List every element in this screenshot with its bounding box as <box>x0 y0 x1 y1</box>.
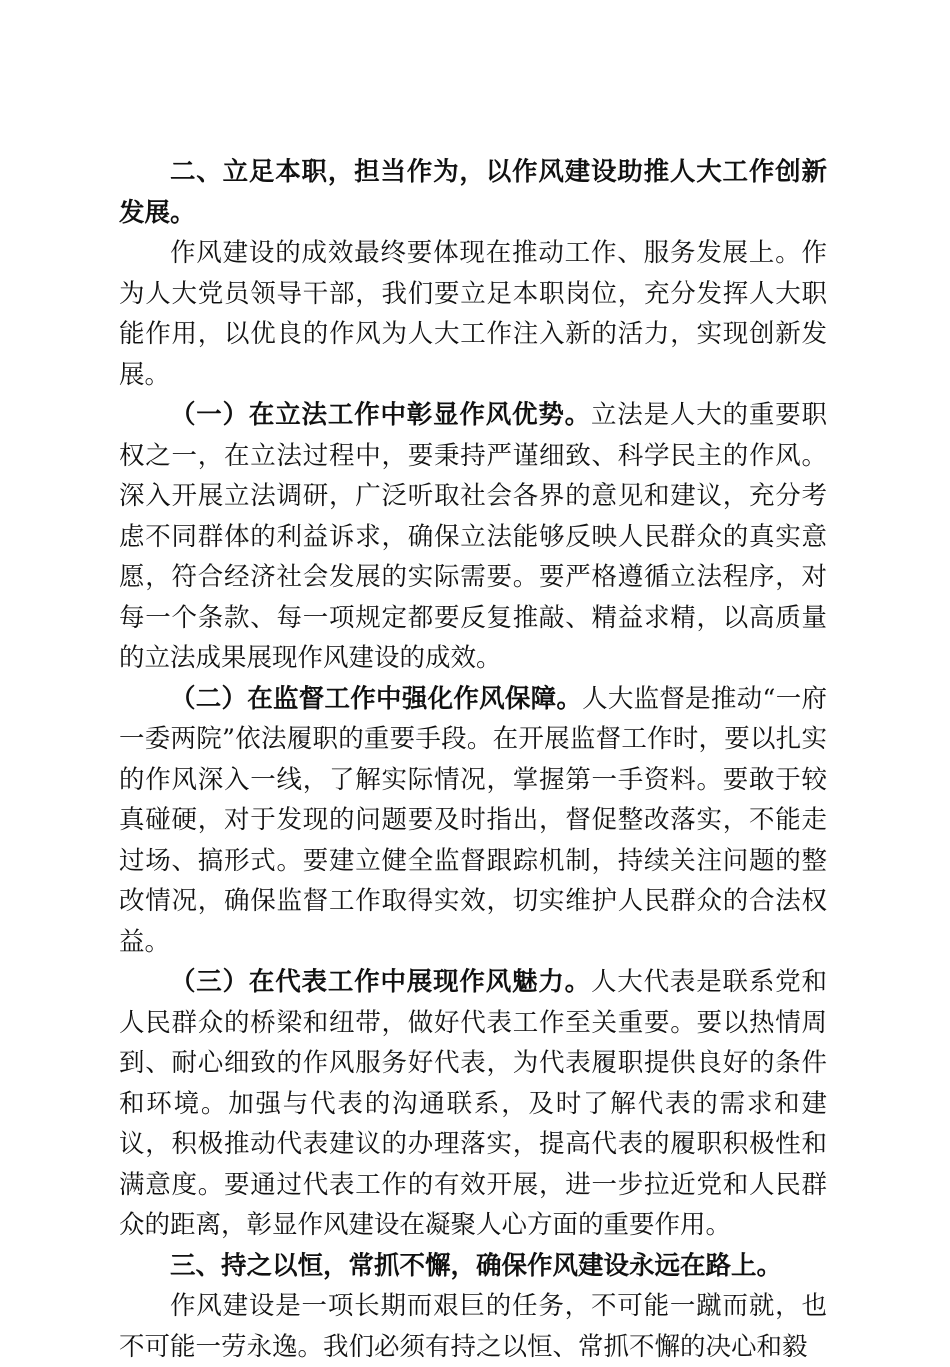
subsection-2-title: （二）在监督工作中强化作风保障。 <box>170 683 583 714</box>
subsection-1-paragraph <box>119 395 827 679</box>
subsection-3-title: （三）在代表工作中展现作风魅力。 <box>170 967 591 997</box>
subsection-1-title: （一）在立法工作中彰显作风优势。 <box>170 400 591 430</box>
subsection-1-body: 立法是人大的重要职权之一，在立法过程中，要秉持严谨细致、科学民主的作风。深入开展立法调研，广泛听取社会各界的意见和建议，充分考虑不同群体的利益诉求，确保立法能够反映人民群众的真实意愿，符合经济社会发展的实际需要。要严格遵循立法程序，对每一个条款、每一项规定都要反复推敲、精益求精，以高质量的立法成果展现作风建设的成效。 <box>119 400 827 673</box>
subsection-2-body: 人大监督是推动“一府一委两院”依法履职的重要手段。在开展监督工作时，要以扎实的作风深入一线，了解实际情况，掌握第一手资料。要敢于较真碰硬，对于发现的问题要及时指出，督促整改落实，不能走过场、搞形式。要建立健全监督跟踪机制，持续关注问题的整改情况，确保监督工作取得实效，切实维护人民群众的合法权益。 <box>119 683 827 957</box>
subsection-3-paragraph <box>119 962 827 1246</box>
section-3-heading: 三、持之以恒，常抓不懈，确保作风建设永远在路上。 <box>170 1250 783 1281</box>
section-3-intro: 作风建设是一项长期而艰巨的任务，不可能一蹴而就，也不可能一劳永逸。我们必须有持之以恒、常抓不懈的决心和毅 <box>119 1291 827 1362</box>
document-body <box>119 152 827 1367</box>
subsection-3-body: 人大代表是联系党和人民群众的桥梁和纽带，做好代表工作至关重要。要以热情周到、耐心细致的作风服务好代表，为代表履职提供良好的条件和环境。加强与代表的沟通联系，及时了解代表的需求和建议，积极推动代表建议的办理落实，提高代表的履职积极性和满意度。要通过代表工作的有效开展，进一步拉近党和人民群众的距离，彰显作风建设在凝聚人心方面的重要作用。 <box>119 967 827 1240</box>
section-2-heading: 二、立足本职，担当作为，以作风建设助推人大工作创新发展。 <box>119 157 827 228</box>
subsection-2-paragraph <box>119 679 827 963</box>
section-2-intro: 作风建设的成效最终要体现在推动工作、服务发展上。作为人大党员领导干部，我们要立足本职岗位，充分发挥人大职能作用，以优良的作风为人大工作注入新的活力，实现创新发展。 <box>119 238 827 390</box>
